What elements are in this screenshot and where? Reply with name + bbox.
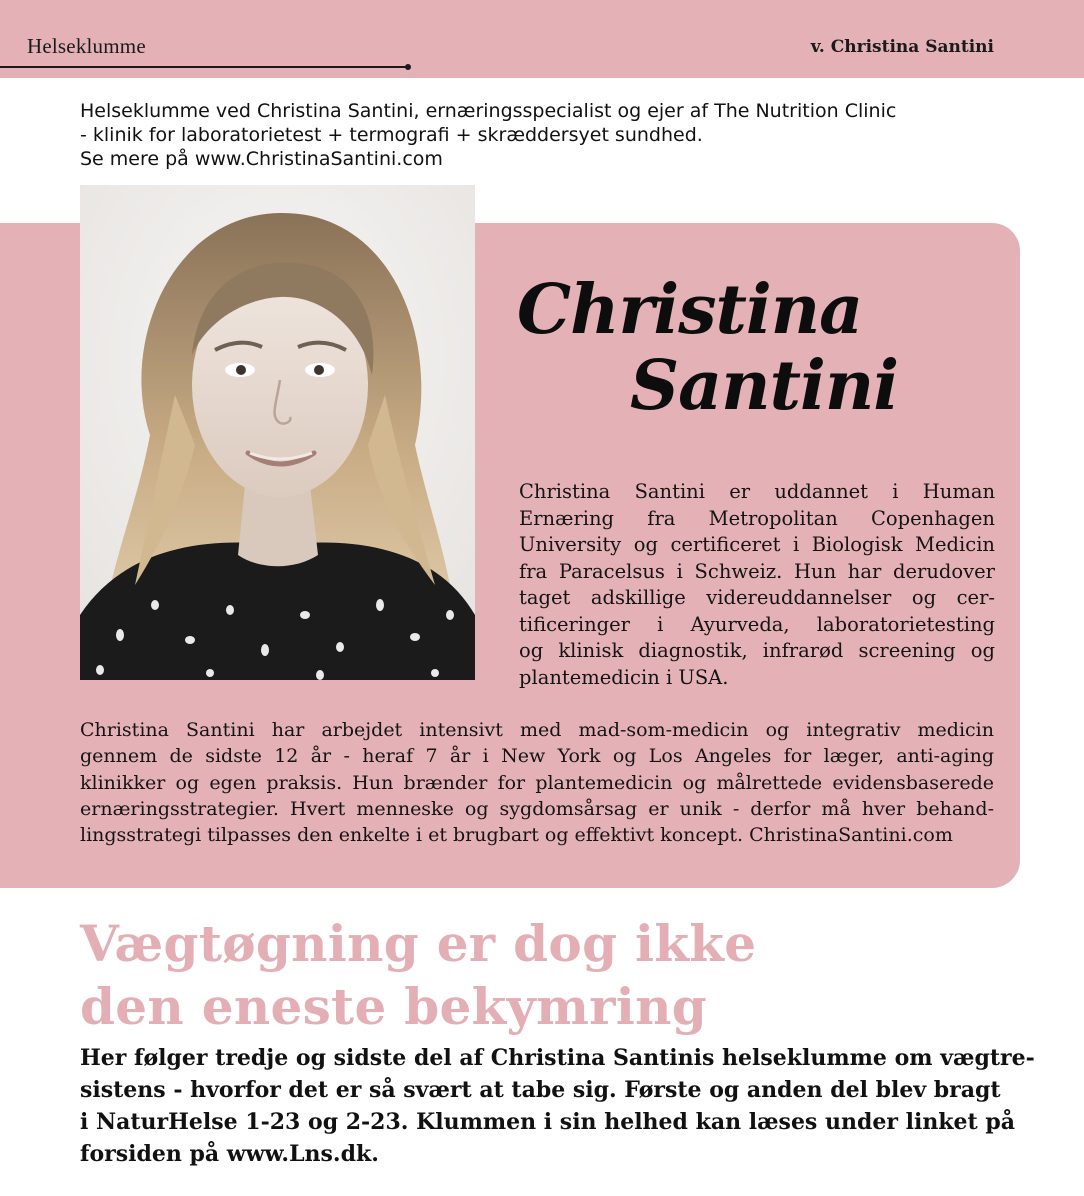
intro-text xyxy=(80,99,980,171)
bio-line: tificeringer i Ayurveda, laboratorietesting xyxy=(519,612,995,636)
lead-line: i NaturHelse 1-23 og 2-23. Klummen i sin helhed kan læses under linket på xyxy=(80,1109,1016,1135)
intro-line: Se mere på www.ChristinaSantini.com xyxy=(80,148,443,170)
bio-line: University og certificeret i Biologisk Medicin xyxy=(519,533,995,556)
bio-line: lingsstrategi tilpasses den enkelte i et brugbart og effektivt koncept. ChristinaSantini.com xyxy=(80,824,953,847)
author-portrait xyxy=(80,185,475,680)
intro-line: Helseklumme ved Christina Santini, ernæringsspecialist og ejer af The Nutrition Clinic xyxy=(80,100,897,122)
bio-line: plantemedicin i USA. xyxy=(519,665,729,689)
byline: v. Christina Santini xyxy=(810,37,994,57)
lead-line: forsiden på www.Lns.dk. xyxy=(80,1141,379,1167)
bio-line: og klinisk diagnostik, infrarød screening og xyxy=(519,639,995,662)
bio-line: fra Paracelsus i Schweiz. Hun har derudover xyxy=(519,559,995,583)
article-lead xyxy=(80,1042,1035,1170)
intro-line: - klinik for laboratorietest + termografi + skræddersyet sundhed. xyxy=(80,124,703,146)
bio-line: klinikker og egen praksis. Hun brænder for plantemedicin og målrettede evidensbaserede xyxy=(80,771,994,794)
article-headline xyxy=(80,912,1010,1038)
bio-line: taget adskillige videreuddannelser og cer- xyxy=(519,586,995,609)
portrait-illustration xyxy=(80,185,475,680)
headline-line: den eneste bekymring xyxy=(80,977,707,1036)
section-label: Helseklumme xyxy=(27,34,146,58)
header-rule-dot xyxy=(405,64,411,70)
bio-last-name: Santini xyxy=(630,346,899,426)
bio-name xyxy=(515,262,935,432)
bio-line: Ernæring fra Metropolitan Copenhagen xyxy=(519,506,995,530)
bio-line: ernæringsstrategier. Hvert menneske og sygdomsårsag er unik - derfor må hver behand- xyxy=(80,797,994,820)
lead-line: sistens - hvorfor det er så svært at tabe sig. Første og anden del blev bragt xyxy=(80,1077,1001,1103)
bio-first-name: Christina xyxy=(517,270,863,350)
bio-paragraph-1 xyxy=(519,479,995,691)
lead-line: Her følger tredje og sidste del af Christina Santinis helseklumme om vægtre- xyxy=(80,1045,1035,1071)
bio-line: Christina Santini har arbejdet intensivt med mad-som-medicin og integrativ medicin xyxy=(80,719,994,741)
headline-line: Vægtøgning er dog ikke xyxy=(80,914,757,973)
bio-line: Christina Santini er uddannet i Human xyxy=(519,480,995,503)
bio-paragraph-2 xyxy=(80,717,994,848)
bio-line: gennem de sidste 12 år - heraf 7 år i New York og Los Angeles for læger, anti-aging xyxy=(80,745,994,768)
header-rule xyxy=(0,66,408,68)
